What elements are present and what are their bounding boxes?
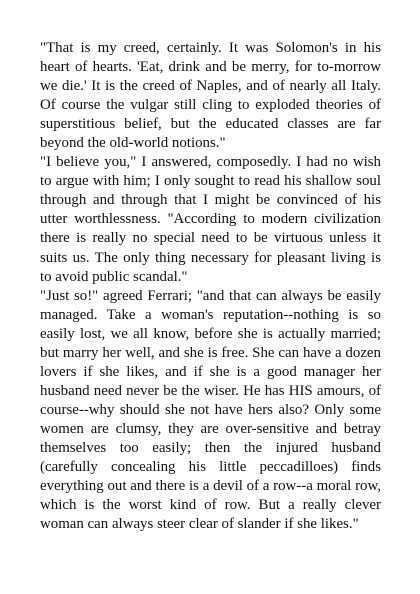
paragraph-believe-you: "I believe you," I answered, composedly. I had no wish to argue with him; I only sought to read his shallow soul through and through that I might be convinced of his utter worthlessness. "According to modern civilization there is really no special need to be virtuous unless it suits us. The only thing necessary for pleasant living is to avoid public scandal." (40, 154, 381, 285)
paragraph-just-so: "Just so!" agreed Ferrari; "and that can always be easily managed. Take a woman's reputation--nothing is so easily lost, we all know, before she is actually married; but marry her well, and she is free. She can have a dozen lovers if she likes, and if she is a good manager her husband need never be the wiser. He has HIS amours, of course--why should she not have hers also? Only some women are clumsy, they are over-sensitive and betray themselves too easily; then the injured husband (carefully concealing his little peccadilloes) finds everything out and there is a devil of a row--a moral row, which is the worst kind of row. But a really clever woman can always steer clear of slander if she likes." (40, 287, 381, 533)
page-text (40, 39, 381, 534)
paragraph-creed: "That is my creed, certainly. It was Solomon's in his heart of hearts. 'Eat, drink and be merry, for to-morrow we die.' It is the creed of Naples, and of nearly all Italy. Of course the vulgar still cling to exploded theories of superstitious belief, but the educated classes are far beyond the old-world notions." (40, 40, 381, 152)
